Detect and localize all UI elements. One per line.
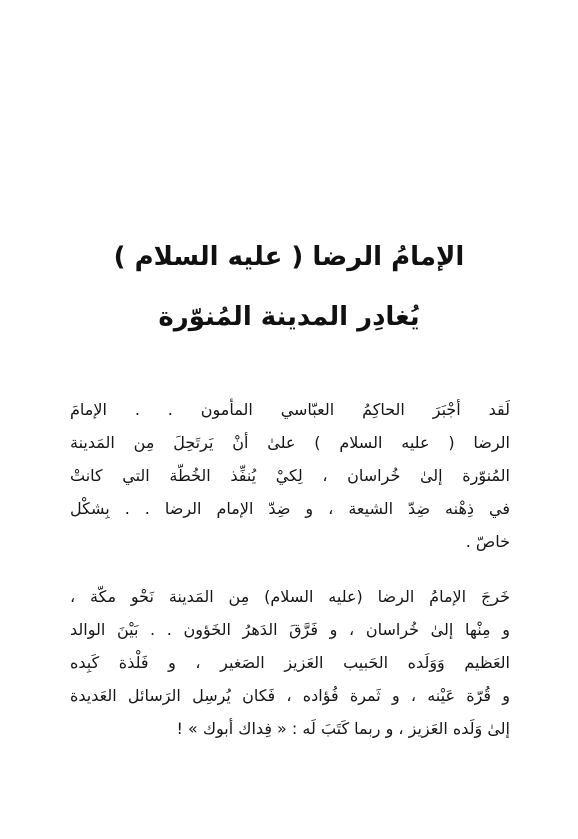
text-line: إلىٰ وَلَده العَزيز ، و ربما كَتَبَ لَه : « فِداك أبوك » ! (176, 719, 510, 738)
text-line: خاصّ . (465, 532, 510, 551)
chapter-title-line-1: الإمامُ الرضا ( عليه السلام ) (113, 242, 465, 272)
text-line: خَرجَ الإمامُ الرضا (عليه السلام) مِن المَدينة نَحْو مكّة ، (70, 587, 510, 606)
text-line: في ذِهْنه ضِدّ الشيعة ، و ضِدّ الإمام الرضا . . بِشكْل (70, 499, 510, 518)
text-line: لَقد أجْبَرَ الحاكِمُ العبّاسي المأمون . . الإمامَ (70, 400, 510, 419)
text-line: الرضا ( عليه السلام ) علىٰ أنْ يَرتَحِلَ مِن المَدينة (70, 433, 510, 452)
text-line: و قُرّة عَيْنه ، و ثَمرة فُؤاده ، فَكان يُرسِل الرَسائل العَديدة (70, 686, 510, 705)
paragraph-2 (70, 580, 510, 745)
chapter-title (0, 240, 578, 334)
text-line: و مِنْها إلىٰ خُراسان ، و فَرَّقَ الدَهرُ الخَؤون . . بَيْنَ الوالد (70, 620, 510, 639)
paragraph-1 (70, 393, 510, 558)
body-text (70, 393, 510, 745)
text-line: المُنوّرة إلىٰ خُراسان ، لِكيْ يُنفِّذ الخُطّة التي كانتْ (70, 466, 510, 485)
text-line: العَظيم وَوَلَده الحَبيب العَزيز الصَغير ، و فَلْذة كَبِده (70, 653, 510, 672)
chapter-title-line-2: يُغادِر المدينة المُنوّرة (158, 302, 420, 332)
